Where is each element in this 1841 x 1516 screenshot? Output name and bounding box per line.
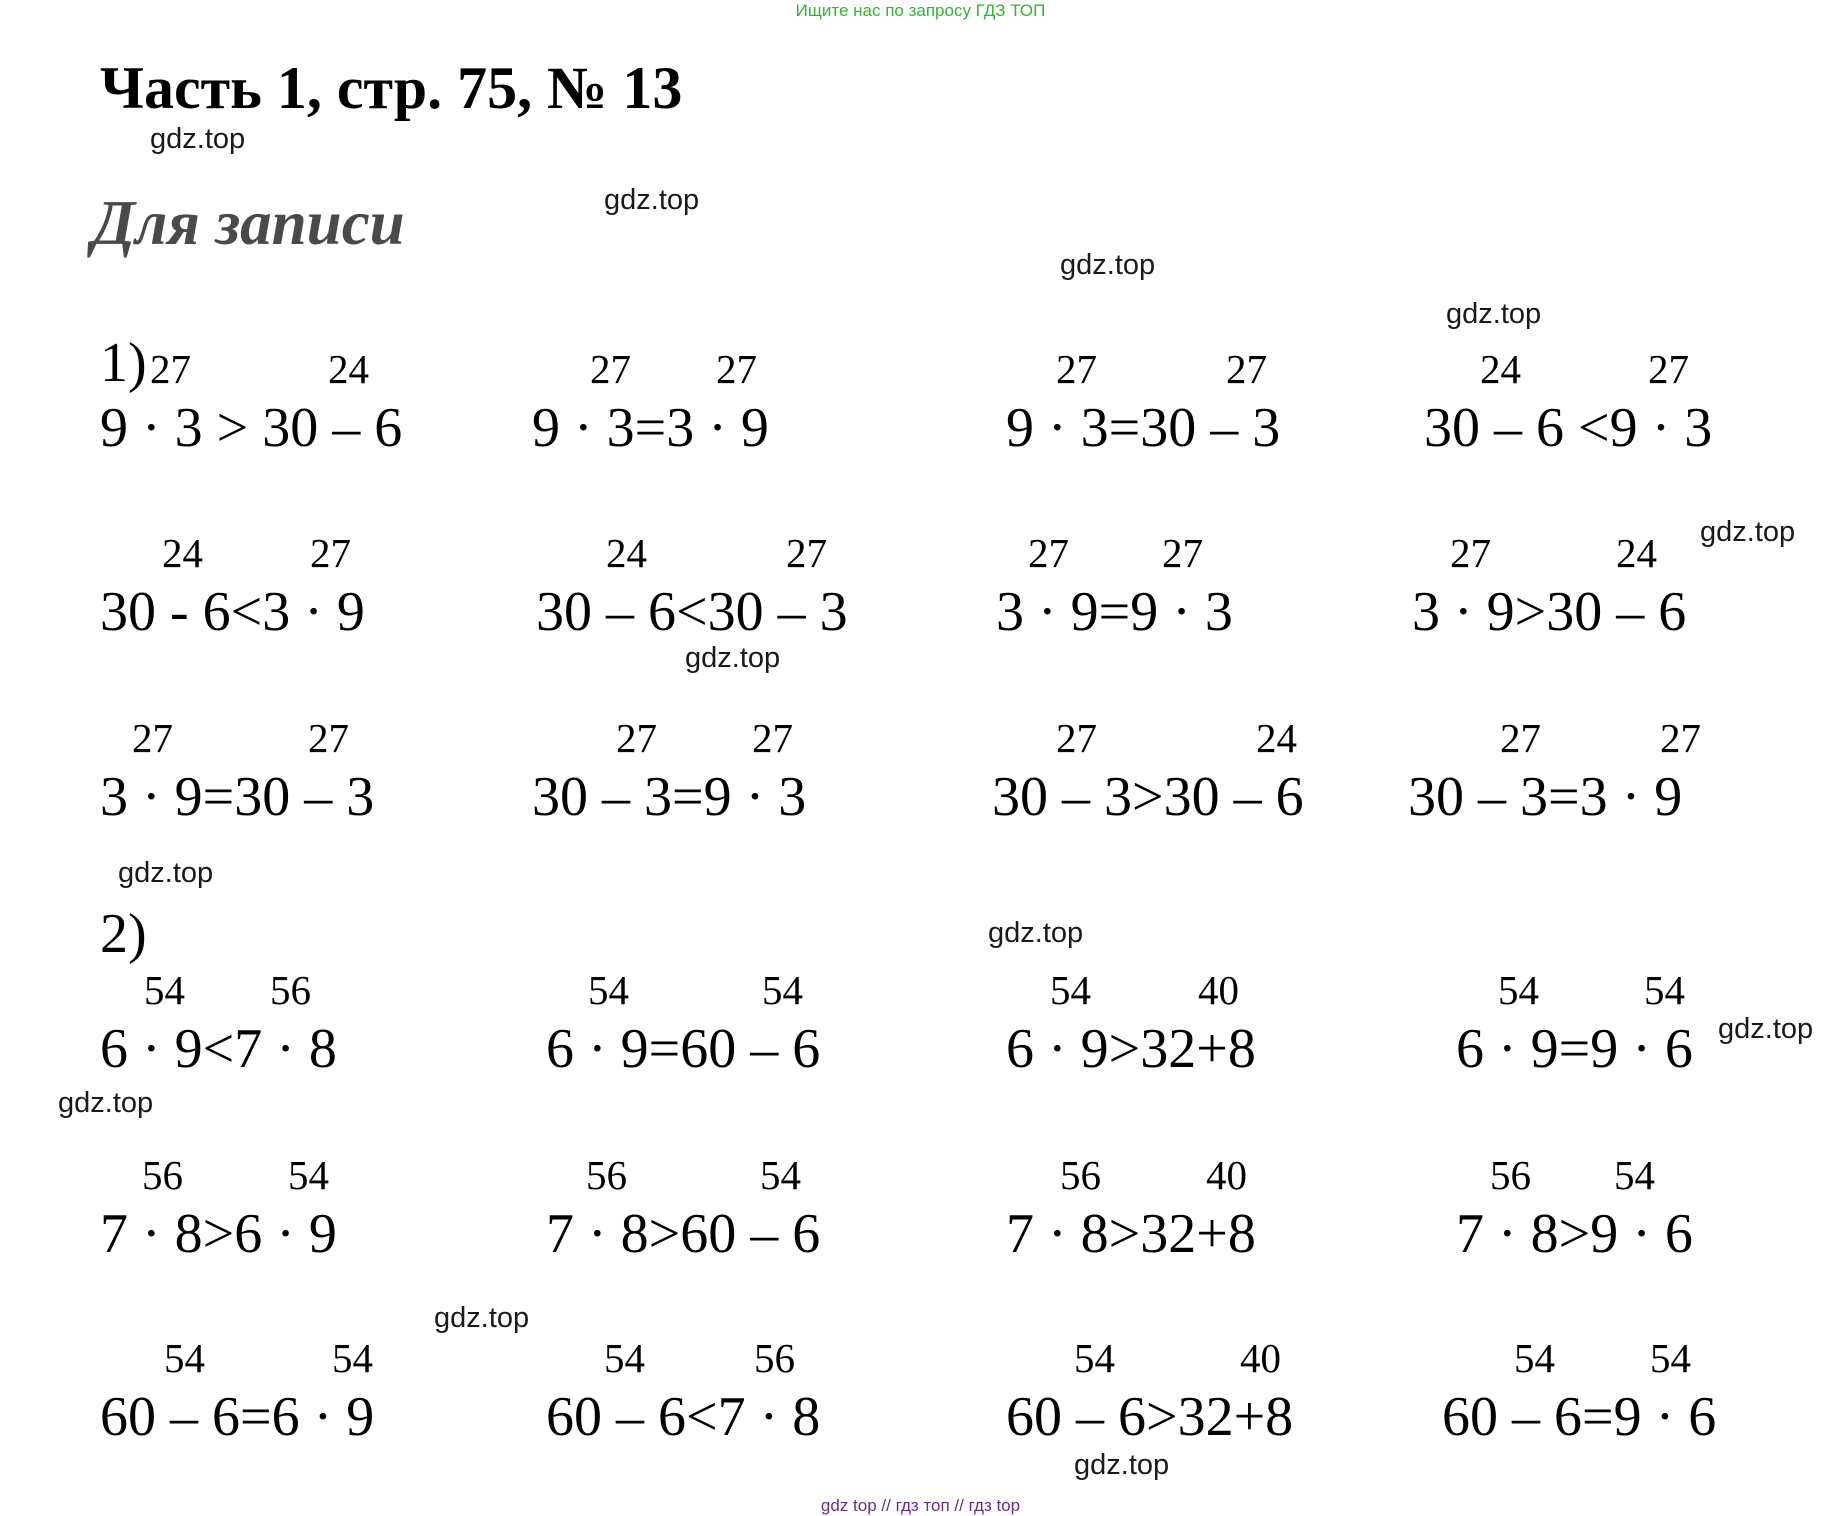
expression bbox=[546, 1152, 966, 1282]
left-value: 56 bbox=[142, 1152, 183, 1198]
expression bbox=[100, 346, 520, 476]
watermark: gdz.top bbox=[58, 1087, 154, 1119]
right-value: 27 bbox=[1162, 530, 1203, 576]
left-value: 27 bbox=[1056, 715, 1097, 761]
expression bbox=[100, 1335, 520, 1465]
left-value: 56 bbox=[586, 1152, 627, 1198]
left-value: 54 bbox=[588, 967, 629, 1013]
watermark: gdz.top bbox=[685, 642, 781, 674]
right-value: 27 bbox=[310, 530, 351, 576]
expression-text: 30 – 6 <9 · 3 bbox=[1424, 397, 1713, 459]
left-value: 56 bbox=[1490, 1152, 1531, 1198]
expression bbox=[100, 967, 520, 1097]
left-value: 27 bbox=[1450, 530, 1491, 576]
watermark: gdz.top bbox=[1718, 1013, 1814, 1045]
expression-text: 30 – 3=9 · 3 bbox=[532, 766, 807, 828]
right-value: 27 bbox=[308, 715, 349, 761]
right-value: 40 bbox=[1206, 1152, 1247, 1198]
right-value: 56 bbox=[270, 967, 311, 1013]
right-value: 54 bbox=[332, 1335, 373, 1381]
expression-text: 6 · 9<7 · 8 bbox=[100, 1018, 337, 1080]
left-value: 54 bbox=[1074, 1335, 1115, 1381]
watermark: gdz.top bbox=[118, 857, 214, 889]
expression-text: 3 · 9=30 – 3 bbox=[100, 766, 375, 828]
right-value: 24 bbox=[1616, 530, 1657, 576]
expression bbox=[996, 530, 1416, 660]
top-banner: Ищите нас по запросу ГДЗ ТОП bbox=[795, 1, 1046, 20]
part1-label: 1) bbox=[100, 332, 147, 394]
left-value: 56 bbox=[1060, 1152, 1101, 1198]
expression bbox=[546, 1335, 966, 1465]
right-value: 40 bbox=[1198, 967, 1239, 1013]
watermark: gdz.top bbox=[988, 917, 1084, 949]
expression-text: 30 – 6<30 – 3 bbox=[536, 581, 848, 643]
right-value: 56 bbox=[754, 1335, 795, 1381]
right-value: 27 bbox=[1226, 346, 1267, 392]
part2-label: 2) bbox=[100, 903, 147, 965]
expression bbox=[1442, 1335, 1841, 1465]
right-value: 24 bbox=[1256, 715, 1297, 761]
right-value: 27 bbox=[716, 346, 757, 392]
expression-text: 30 - 6<3 · 9 bbox=[100, 581, 365, 643]
subtitle: Для записи bbox=[92, 188, 405, 258]
page-title: Часть 1, стр. 75, № 13 bbox=[100, 55, 683, 121]
expression bbox=[1424, 346, 1841, 476]
expression-text: 6 · 9>32+8 bbox=[1006, 1018, 1256, 1080]
left-value: 27 bbox=[1028, 530, 1069, 576]
expression-text: 7 · 8>60 – 6 bbox=[546, 1203, 821, 1265]
left-value: 27 bbox=[1500, 715, 1541, 761]
right-value: 54 bbox=[760, 1152, 801, 1198]
bottom-banner: gdz top // гдз топ // гдз top bbox=[820, 1496, 1021, 1515]
expression bbox=[1006, 1335, 1426, 1465]
expression bbox=[1456, 1152, 1841, 1282]
watermark: gdz.top bbox=[1700, 516, 1796, 548]
expression bbox=[100, 530, 520, 660]
right-value: 40 bbox=[1240, 1335, 1281, 1381]
left-value: 27 bbox=[150, 346, 191, 392]
expression bbox=[532, 346, 952, 476]
left-value: 27 bbox=[1056, 346, 1097, 392]
expression-text: 7 · 8>6 · 9 bbox=[100, 1203, 337, 1265]
right-value: 27 bbox=[752, 715, 793, 761]
expression-text: 60 – 6=9 · 6 bbox=[1442, 1386, 1717, 1448]
expression bbox=[992, 715, 1412, 845]
expression-text: 60 – 6<7 · 8 bbox=[546, 1386, 821, 1448]
right-value: 27 bbox=[1660, 715, 1701, 761]
expression-text: 9 · 3=3 · 9 bbox=[532, 397, 769, 459]
watermark: gdz.top bbox=[434, 1302, 530, 1334]
expression bbox=[1006, 967, 1426, 1097]
expression bbox=[1006, 346, 1426, 476]
left-value: 24 bbox=[162, 530, 203, 576]
right-value: 54 bbox=[1650, 1335, 1691, 1381]
expression-text: 60 – 6>32+8 bbox=[1006, 1386, 1294, 1448]
left-value: 54 bbox=[144, 967, 185, 1013]
expression-text: 9 · 3 > 30 – 6 bbox=[100, 397, 403, 459]
right-value: 27 bbox=[1648, 346, 1689, 392]
watermark: gdz.top bbox=[1446, 298, 1542, 330]
left-value: 27 bbox=[590, 346, 631, 392]
expression-text: 9 · 3=30 – 3 bbox=[1006, 397, 1281, 459]
expression-text: 3 · 9>30 – 6 bbox=[1412, 581, 1687, 643]
expression bbox=[1412, 530, 1832, 660]
right-value: 27 bbox=[786, 530, 827, 576]
expression bbox=[100, 1152, 520, 1282]
watermark: gdz.top bbox=[150, 123, 246, 155]
left-value: 27 bbox=[616, 715, 657, 761]
left-value: 24 bbox=[606, 530, 647, 576]
expression-text: 3 · 9=9 · 3 bbox=[996, 581, 1233, 643]
expression bbox=[546, 967, 966, 1097]
expression-text: 7 · 8>9 · 6 bbox=[1456, 1203, 1693, 1265]
watermark: gdz.top bbox=[1060, 249, 1156, 281]
right-value: 54 bbox=[1644, 967, 1685, 1013]
watermark: gdz.top bbox=[1074, 1449, 1170, 1481]
right-value: 24 bbox=[328, 346, 369, 392]
expression bbox=[1006, 1152, 1426, 1282]
watermark: gdz.top bbox=[604, 184, 700, 216]
left-value: 27 bbox=[132, 715, 173, 761]
left-value: 54 bbox=[1514, 1335, 1555, 1381]
right-value: 54 bbox=[762, 967, 803, 1013]
expression bbox=[532, 715, 952, 845]
expression-text: 7 · 8>32+8 bbox=[1006, 1203, 1256, 1265]
expression bbox=[1408, 715, 1828, 845]
expression bbox=[100, 715, 520, 845]
expression-text: 30 – 3>30 – 6 bbox=[992, 766, 1304, 828]
left-value: 24 bbox=[1480, 346, 1521, 392]
right-value: 54 bbox=[288, 1152, 329, 1198]
left-value: 54 bbox=[1050, 967, 1091, 1013]
expression-text: 6 · 9=60 – 6 bbox=[546, 1018, 821, 1080]
left-value: 54 bbox=[164, 1335, 205, 1381]
expression-text: 60 – 6=6 · 9 bbox=[100, 1386, 375, 1448]
left-value: 54 bbox=[604, 1335, 645, 1381]
right-value: 54 bbox=[1614, 1152, 1655, 1198]
expression-text: 6 · 9=9 · 6 bbox=[1456, 1018, 1693, 1080]
expression-text: 30 – 3=3 · 9 bbox=[1408, 766, 1683, 828]
left-value: 54 bbox=[1498, 967, 1539, 1013]
